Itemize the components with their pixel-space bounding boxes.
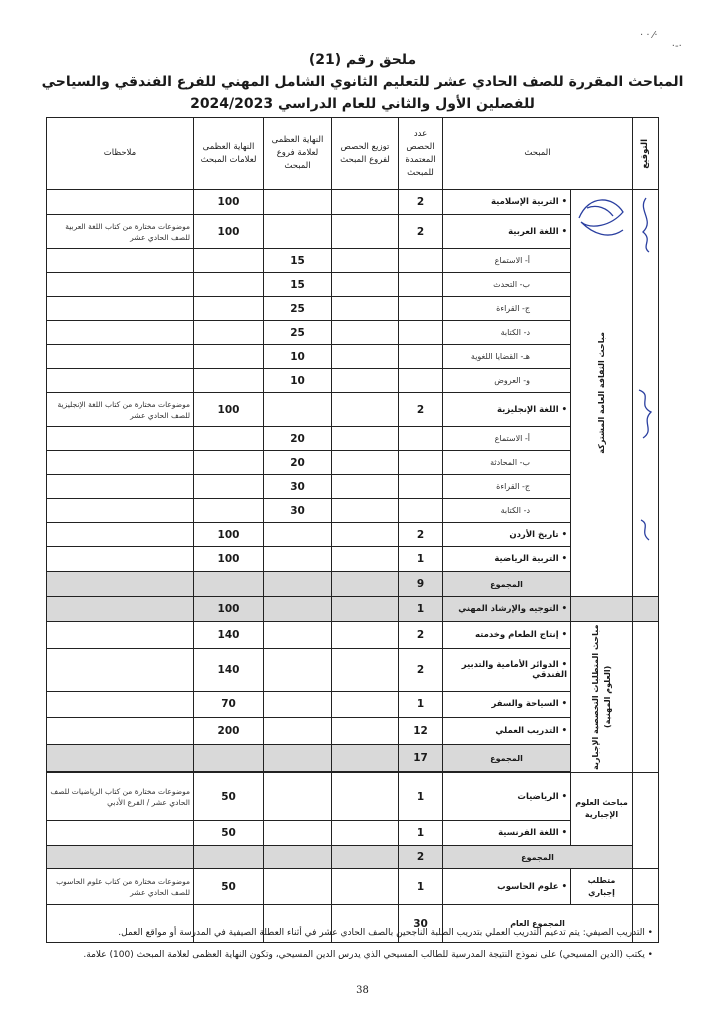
sum-label: المجموع <box>443 846 633 869</box>
sum-row <box>47 572 659 597</box>
periods-practical: 12 <box>399 718 443 745</box>
branch-mark: 20 <box>264 451 332 475</box>
periods-hotel: 2 <box>399 648 443 691</box>
annex-number: ملحق رقم (21) <box>308 52 417 68</box>
subject-computer: • علوم الحاسوب <box>443 869 571 905</box>
max-guidance: 100 <box>194 597 264 622</box>
max-tourism: 70 <box>194 691 264 718</box>
branch-mark: 10 <box>264 345 332 369</box>
subject-english-listening: أ- الاستماع <box>443 427 571 451</box>
table-row <box>47 273 659 297</box>
table-row <box>47 547 659 572</box>
header-row <box>47 118 659 190</box>
subject-guidance: • التوجيه والإرشاد المهني <box>443 597 571 622</box>
sum-label: المجموع <box>443 745 571 772</box>
subject-math: • الرياضيات <box>443 773 571 821</box>
branch-mark: 25 <box>264 321 332 345</box>
table-row <box>47 869 659 905</box>
col-subject: المبحث <box>443 118 633 190</box>
subject-history: • تاريخ الأردن <box>443 523 571 547</box>
signature-scribble <box>633 190 659 570</box>
subject-arabic-linguistics: هـ- القضايا اللغوية <box>443 345 571 369</box>
table-row <box>47 369 659 393</box>
table-row <box>47 321 659 345</box>
group-vocational: مباحث المتطلبات التخصصية الإجبارية (العلوم المهنية) <box>571 622 633 773</box>
note-computer: موضوعات مختارة من كتاب علوم الحاسوب للصف الحادي عشر <box>47 869 194 905</box>
max-english: 100 <box>194 393 264 427</box>
max-history: 100 <box>194 523 264 547</box>
sum-label: المجموع <box>443 572 571 597</box>
branch-mark: 20 <box>264 427 332 451</box>
sum-periods: 2 <box>399 846 443 869</box>
table-row <box>47 451 659 475</box>
periods-tourism: 1 <box>399 691 443 718</box>
table-row <box>47 393 659 427</box>
max-computer: 50 <box>194 869 264 905</box>
subject-arabic-reading: ج- القراءة <box>443 297 571 321</box>
table-row <box>47 499 659 523</box>
page-number: 38 <box>356 985 369 996</box>
page-subtitle: للفصلين الأول والثاني للعام الدراسي 2024/2023 <box>190 96 535 112</box>
note-english: موضوعات مختارة من كتاب اللغة الإنجليزية للصف الحادي عشر <box>47 393 194 427</box>
table-row <box>47 821 659 846</box>
subject-food: • إنتاج الطعام وخدمته <box>443 622 571 649</box>
periods-arabic: 2 <box>399 215 443 249</box>
total-label: المجموع العام <box>443 905 633 943</box>
table-row <box>47 622 659 649</box>
subject-sports: • التربية الرياضية <box>443 547 571 572</box>
col-max-branch: النهاية العظمى لعلامة فروع المبحث <box>264 118 332 190</box>
table-row <box>47 691 659 718</box>
table-row <box>47 523 659 547</box>
periods-guidance: 1 <box>399 597 443 622</box>
table-row <box>47 297 659 321</box>
col-signature: التوقيع <box>633 118 659 190</box>
subject-tourism: • السياحة والسفر <box>443 691 571 718</box>
table-row <box>47 773 659 821</box>
corner-marks: · · ⁄· ·-· <box>640 30 682 52</box>
group-sciences: مباحث العلوم الإجبارية <box>571 773 633 846</box>
periods-english: 2 <box>399 393 443 427</box>
table-row <box>47 345 659 369</box>
branch-mark: 15 <box>264 249 332 273</box>
subject-hotel: • الدوائر الأمامية والتدبير الفندقي <box>443 648 571 691</box>
subject-english-writing: د- الكتابة <box>443 499 571 523</box>
subject-islamic: • التربية الإسلامية <box>443 190 571 215</box>
table-row <box>47 718 659 745</box>
sum-periods: 9 <box>399 572 443 597</box>
table-row <box>47 648 659 691</box>
periods-math: 1 <box>399 773 443 821</box>
max-hotel: 140 <box>194 648 264 691</box>
col-max-subject: النهاية العظمى لعلامات المبحث <box>194 118 264 190</box>
sum-row <box>47 846 659 869</box>
max-arabic: 100 <box>194 215 264 249</box>
col-distribution: توزيع الحصص لفروع المبحث <box>332 118 399 190</box>
sum-row <box>47 745 659 772</box>
branch-mark: 30 <box>264 475 332 499</box>
subjects-table <box>46 117 659 943</box>
max-food: 140 <box>194 622 264 649</box>
group-mandatory: متطلب إجباري <box>571 869 633 905</box>
subject-arabic-prosody: و- العروض <box>443 369 571 393</box>
table-row <box>47 190 659 215</box>
subject-arabic: • اللغة العربية <box>443 215 571 249</box>
footnote-summer-training: • التدريب الصيفي: يتم تدعيم التدريب العملي بتدريب الطلبة الناجحين بالصف الحادي عشر في أثناء العطلة الصيفية في المدرسة أو مواقع العمل. <box>118 928 653 938</box>
subject-arabic-listening: أ- الاستماع <box>443 249 571 273</box>
periods-islamic: 2 <box>399 190 443 215</box>
total-periods: 30 <box>399 905 443 943</box>
col-notes: ملاحظات <box>47 118 194 190</box>
branch-mark: 30 <box>264 499 332 523</box>
max-math: 50 <box>194 773 264 821</box>
periods-french: 1 <box>399 821 443 846</box>
subject-arabic-writing: د- الكتابة <box>443 321 571 345</box>
subject-english-reading: ج- القراءة <box>443 475 571 499</box>
max-practical: 200 <box>194 718 264 745</box>
footnote-christian-religion: • يكتب (الدين المسيحي) على نموذج النتيجة المدرسية للطالب المسيحي الذي يدرس الدين المسيحي، وتكون النهاية العظمى لعلامة المبحث (100) علامة. <box>83 950 653 960</box>
group-general-culture: مباحث الثقافة العامة المشتركة <box>571 190 633 597</box>
periods-sports: 1 <box>399 547 443 572</box>
signature-scribble <box>573 190 631 260</box>
table-row <box>47 215 659 249</box>
subject-practical: • التدريب العملي <box>443 718 571 745</box>
table-row <box>47 597 659 622</box>
table-row <box>47 427 659 451</box>
periods-history: 2 <box>399 523 443 547</box>
subject-french: • اللغة الفرنسية <box>443 821 571 846</box>
signature-cell <box>633 190 659 597</box>
subject-english-conversation: ب- المحادثة <box>443 451 571 475</box>
note-arabic: موضوعات مختارة من كتاب اللغة العربية للصف الحادي عشر <box>47 215 194 249</box>
table-row <box>47 249 659 273</box>
subject-arabic-speaking: ب- التحدث <box>443 273 571 297</box>
note-math: موضوعات مختارة من كتاب الرياضيات للصف الحادي عشر / الفرع الأدبي <box>47 773 194 821</box>
branch-mark: 15 <box>264 273 332 297</box>
periods-computer: 1 <box>399 869 443 905</box>
branch-mark: 10 <box>264 369 332 393</box>
periods-food: 2 <box>399 622 443 649</box>
table-row <box>47 475 659 499</box>
sum-periods: 17 <box>399 745 443 772</box>
subject-english: • اللغة الإنجليزية <box>443 393 571 427</box>
max-islamic: 100 <box>194 190 264 215</box>
max-sports: 100 <box>194 547 264 572</box>
max-french: 50 <box>194 821 264 846</box>
branch-mark: 25 <box>264 297 332 321</box>
col-periods: عدد الحصص المعتمدة للمبحث <box>399 118 443 190</box>
page-title: المباحث المقررة للصف الحادي عشر للتعليم الثانوي الشامل المهني للفرع الفندقي والسياحي <box>41 74 684 90</box>
